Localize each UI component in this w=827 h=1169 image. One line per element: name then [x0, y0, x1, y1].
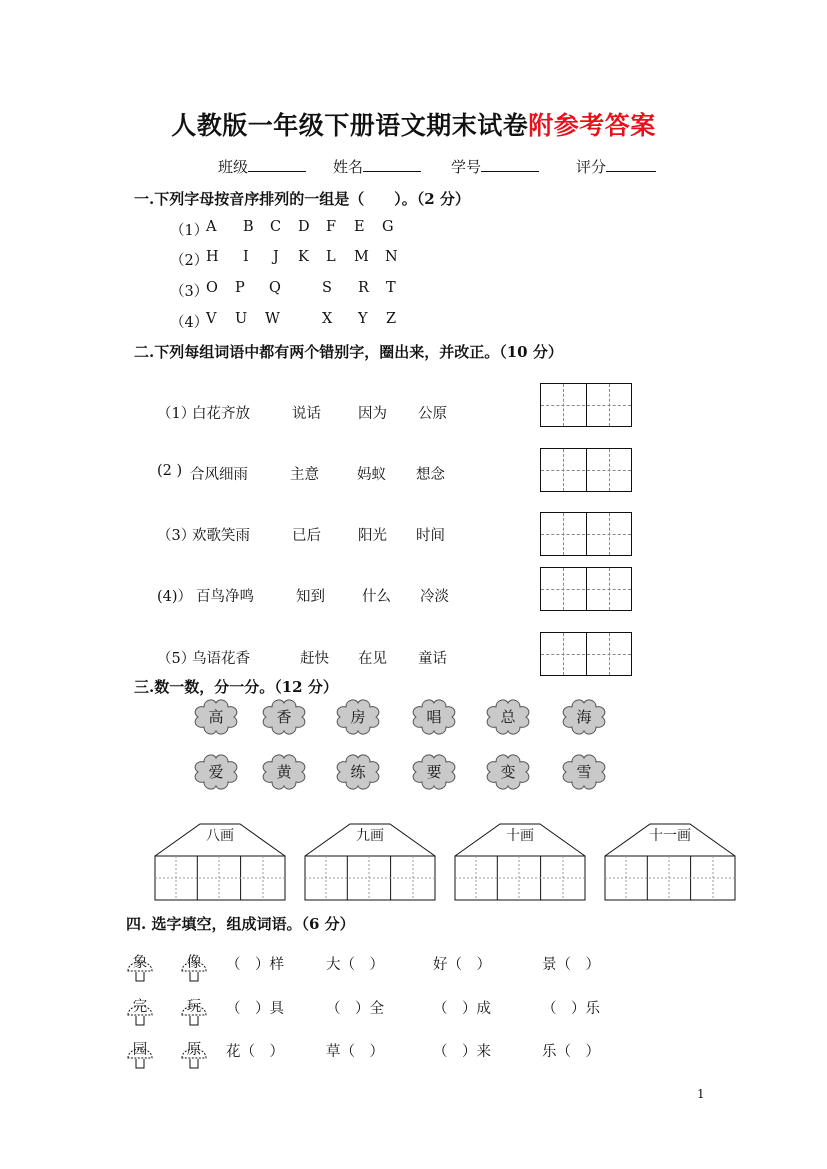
q2-word: 赶快 [300, 651, 329, 667]
choice-text: 象 [132, 955, 148, 971]
info-name: 姓名 [333, 156, 421, 177]
flower-character: 海 [576, 708, 592, 726]
q2-word: 合风细雨 [190, 467, 248, 483]
q1-letter: S [322, 280, 332, 296]
character-flower [558, 752, 610, 792]
q1-option-number: （3） [170, 284, 209, 300]
q1-letter: A [206, 219, 217, 235]
character-flower [258, 697, 310, 737]
choice-text: 园 [132, 1042, 148, 1058]
q1-letter: C [270, 219, 282, 235]
q2-word: 妈蚁 [357, 467, 386, 483]
q2-word: 童话 [418, 651, 447, 667]
fill-blank-word[interactable]: （ ）全 [326, 1001, 384, 1017]
q1-letter: X [322, 311, 333, 327]
q1-letter: Z [386, 311, 397, 327]
fill-blank-word[interactable]: （ ）具 [226, 1001, 284, 1017]
q2-word: 冷淡 [420, 589, 449, 605]
character-flower [482, 752, 534, 792]
q1-letter: T [386, 280, 396, 296]
choice-character [126, 953, 154, 983]
q2-word: 白花齐放 [192, 406, 250, 422]
stroke-count-house[interactable] [304, 823, 436, 899]
q1-letter: G [382, 219, 394, 235]
fill-blank-word[interactable]: 好（ ） [433, 957, 491, 973]
flower-character: 黄 [276, 763, 292, 781]
q2-word: 欢歌笑雨 [192, 528, 250, 544]
flower-character: 变 [500, 763, 516, 781]
q3-heading: 三.数一数，分一分。（12 分） [134, 678, 338, 696]
fill-blank-word[interactable]: （ ）来 [433, 1044, 491, 1060]
q1-letter: K [298, 249, 309, 265]
house-label: 八画 [206, 828, 234, 844]
correction-grid[interactable] [540, 383, 632, 427]
q1-letter: F [326, 219, 337, 235]
q2-word: 百鸟净鸣 [196, 589, 254, 605]
q2-word: 因为 [358, 406, 387, 422]
q2-word: 乌语花香 [192, 651, 250, 667]
q2-item-number: (4)） [157, 589, 193, 605]
choice-character [126, 997, 154, 1027]
q1-letter: U [235, 311, 248, 327]
page-title [0, 106, 827, 142]
correction-grid[interactable] [540, 632, 632, 676]
stroke-count-house[interactable] [154, 823, 286, 899]
choice-text: 原 [186, 1042, 202, 1058]
q1-letter: D [298, 219, 310, 235]
q2-word: 什么 [362, 589, 391, 605]
correction-grid[interactable] [540, 512, 632, 556]
q2-word: 主意 [290, 467, 319, 483]
q1-letter: L [326, 249, 336, 265]
choice-text: 完 [132, 999, 148, 1015]
choice-character [180, 997, 208, 1027]
flower-character: 高 [208, 708, 224, 726]
choice-character [180, 953, 208, 983]
flower-character: 香 [276, 708, 292, 726]
fill-blank-word[interactable]: （ ）成 [433, 1001, 491, 1017]
q2-item-number: （5） [157, 651, 196, 667]
q2-word: 公原 [418, 406, 447, 422]
character-flower [190, 697, 242, 737]
character-flower [258, 752, 310, 792]
title-suffix: 附参考答案 [528, 111, 656, 140]
fill-blank-word[interactable]: （ ）样 [226, 957, 284, 973]
q1-letter: W [265, 311, 280, 327]
q2-word: 说话 [292, 406, 321, 422]
q1-letter: N [385, 249, 398, 265]
house-label: 九画 [356, 828, 384, 844]
q1-letter: B [243, 219, 254, 235]
page-number: 1 [697, 1087, 705, 1101]
q1-letter: H [206, 249, 219, 265]
flower-character: 房 [350, 708, 366, 726]
q2-item-number: (2 ) [157, 463, 183, 479]
info-class: 班级 [218, 156, 306, 177]
q2-word: 时间 [416, 528, 445, 544]
character-flower [332, 697, 384, 737]
correction-grid[interactable] [540, 567, 632, 611]
info-student-id: 学号 [451, 156, 539, 177]
flower-character: 要 [426, 763, 442, 781]
title-main: 人教版一年级下册语文期末试卷 [171, 111, 529, 140]
fill-blank-word[interactable]: 大（ ） [326, 957, 384, 973]
fill-blank-word[interactable]: 乐（ ） [542, 1044, 600, 1060]
choice-text: 像 [186, 955, 202, 971]
q1-letter: E [354, 219, 365, 235]
character-flower [558, 697, 610, 737]
q2-word: 在见 [358, 651, 387, 667]
character-flower [408, 697, 460, 737]
q1-option-number: （2） [170, 253, 209, 269]
q2-word: 阳光 [358, 528, 387, 544]
character-flower [190, 752, 242, 792]
q1-letter: P [235, 280, 245, 296]
stroke-count-house[interactable] [604, 823, 736, 899]
q1-letter: O [206, 280, 218, 296]
choice-text: 玩 [186, 999, 202, 1015]
flower-character: 唱 [426, 708, 442, 726]
q1-letter: V [206, 311, 217, 327]
choice-character [126, 1040, 154, 1070]
house-label: 十一画 [649, 828, 691, 844]
q1-letter: M [354, 249, 369, 265]
q1-option-number: （4） [170, 315, 209, 331]
fill-blank-word[interactable]: 花（ ） [226, 1044, 284, 1060]
correction-grid[interactable] [540, 448, 632, 492]
info-score: 评分 [576, 156, 656, 177]
flower-character: 练 [350, 763, 366, 781]
q4-heading: 四. 选字填空，组成词语。（6 分） [126, 915, 355, 933]
q1-letter: I [243, 249, 249, 265]
house-label: 十画 [506, 828, 534, 844]
q1-letter: Y [358, 311, 368, 327]
q1-option-number: （1） [170, 223, 209, 239]
q1-letter: Q [269, 280, 281, 296]
q2-word: 已后 [292, 528, 321, 544]
q2-item-number: （1） [157, 406, 196, 422]
choice-character [180, 1040, 208, 1070]
q2-item-number: （3） [157, 528, 196, 544]
fill-blank-word[interactable]: 草（ ） [326, 1044, 384, 1060]
q1-letter: J [273, 249, 279, 265]
flower-character: 总 [500, 708, 516, 726]
fill-blank-word[interactable]: 景（ ） [542, 957, 600, 973]
q2-word: 想念 [416, 467, 445, 483]
character-flower [482, 697, 534, 737]
character-flower [408, 752, 460, 792]
q2-heading: 二.下列每组词语中都有两个错别字，圈出来，并改正。（10 分） [134, 343, 563, 361]
flower-character: 雪 [576, 763, 592, 781]
character-flower [332, 752, 384, 792]
q2-word: 知到 [296, 589, 325, 605]
flower-character: 爱 [208, 763, 224, 781]
q1-heading: 一.下列字母按音序排列的一组是（ ）。（2 分） [134, 190, 470, 208]
stroke-count-house[interactable] [454, 823, 586, 899]
q1-letter: R [358, 280, 369, 296]
fill-blank-word[interactable]: （ ）乐 [542, 1001, 600, 1017]
